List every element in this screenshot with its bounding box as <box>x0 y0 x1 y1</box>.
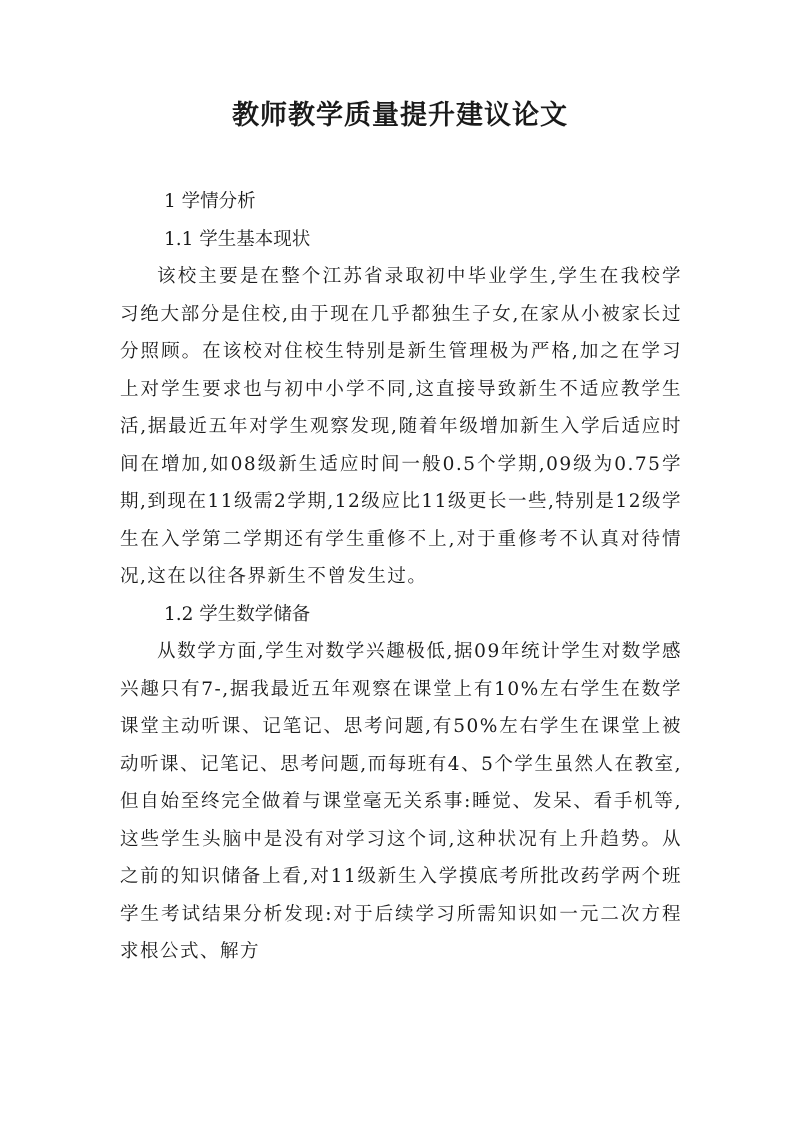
section-heading-1-2: 1.2 学生数学储备 <box>164 603 311 625</box>
document-title: 教师教学质量提升建议论文 <box>232 100 568 131</box>
section-heading-1-1: 1.1 学生基本现状 <box>164 228 311 250</box>
section-heading-1: 1 学情分析 <box>164 191 256 212</box>
paragraph-math-reserve: 从数学方面,学生对数学兴趣极低,据09年统计学生对数学感兴趣只有7-,据我最近五年观察在课堂上有10%左右学生在数学课堂主动听课、记笔记、思考问题,有50%左右学生在课堂上被动听课、记笔记、思考问题,而每班有4、5个学生虽然人在教室,但自始至终完全做着与课堂毫无关系事:睡觉、发呆、看手机等,这些学生头脑中是没有对学习这个词,这种状况有上升趋势。从之前的知识储备上看,对11级新生入学摸底考所批改药学两个班学生考试结果分析发现:对于后续学习所需知识如一元二次方程求根公式、解方 <box>120 641 682 962</box>
document-body <box>120 183 682 971</box>
paragraph-student-status: 该校主要是在整个江苏省录取初中毕业学生,学生在我校学习绝大部分是住校,由于现在几乎都独生子女,在家从小被家长过分照顾。在该校对住校生特别是新生管理极为严格,加之在学习上对学生要求也与初中小学不同,这直接导致新生不适应教学生活,据最近五年对学生观察发现,随着年级增加新生入学后适应时间在增加,如08级新生适应时间一般0.5个学期,09级为0.75学期,到现在11级需2学期,12级应比11级更长一些,特别是12级学生在入学第二学期还有学生重修不上,对于重修考不认真对待情况,这在以往各界新生不曾发生过。 <box>120 266 682 587</box>
